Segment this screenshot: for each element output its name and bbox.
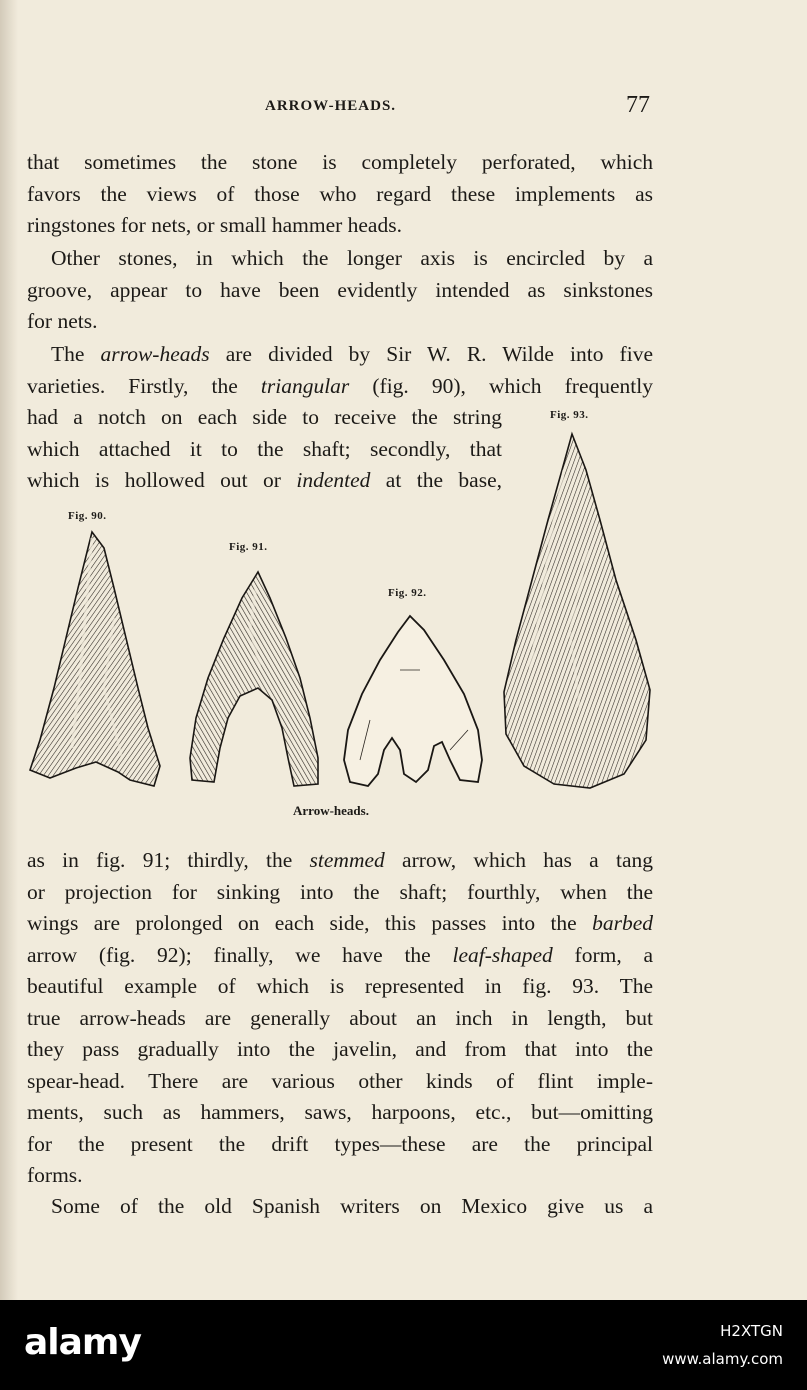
text-line: Other stones, in which the longer axis is encircled by a xyxy=(51,246,653,270)
text-line: ments, such as hammers, saws, harpoons, etc., but—omitting xyxy=(27,1100,653,1124)
text-line: wings are prolonged on each side, this passes into the barbed xyxy=(27,911,653,935)
text-line: Some of the old Spanish writers on Mexico give us a xyxy=(51,1194,653,1218)
emphasis-stemmed: stemmed xyxy=(309,848,385,872)
paragraph-1 xyxy=(27,147,653,242)
figure-92-barbed-arrowhead xyxy=(340,610,486,790)
text-line: forms. xyxy=(27,1163,83,1187)
text-line: which is hollowed out or indented at the base, xyxy=(27,468,502,492)
emphasis-arrow-heads: arrow-heads xyxy=(100,342,210,366)
figure-90-label: Fig. 90. xyxy=(68,510,107,522)
emphasis-barbed: barbed xyxy=(592,911,653,935)
emphasis-triangular: triangular xyxy=(260,373,350,398)
running-header xyxy=(0,92,807,122)
text-line: The arrow-heads are divided by Sir W. R. Wilde into five xyxy=(51,342,653,366)
text-line: for the present the drift types—these are the principal xyxy=(27,1131,653,1156)
text-line: they pass gradually into the javelin, and from that into the xyxy=(27,1037,653,1061)
text-line: varieties. Firstly, the triangular (fig. 90), which frequently xyxy=(27,373,653,398)
alamy-logo: alamy xyxy=(24,1322,141,1363)
paragraph-5 xyxy=(27,1191,653,1223)
text-line: that sometimes the stone is completely perforated, which xyxy=(27,150,653,174)
running-title: ARROW-HEADS. xyxy=(265,98,397,114)
figure-92-label: Fig. 92. xyxy=(388,587,427,599)
figure-caption: Arrow-heads. xyxy=(293,803,369,818)
watermark-footer xyxy=(0,1300,807,1390)
page-edge-shadow xyxy=(0,0,18,1300)
text-line: true arrow-heads are generally about an inch in length, but xyxy=(27,1005,653,1030)
text-line: for nets. xyxy=(27,309,98,333)
text-line: or projection for sinking into the shaft; fourthly, when the xyxy=(27,879,653,904)
text-line: favors the views of those who regard these implements as xyxy=(27,181,653,206)
emphasis-leaf-shaped: leaf-shaped xyxy=(452,942,553,967)
paragraph-2 xyxy=(27,243,653,338)
figure-93-leaf-shaped-arrowhead xyxy=(500,430,656,792)
text-line: ringstones for nets, or small hammer heads. xyxy=(27,213,402,237)
image-id: H2XTGN xyxy=(720,1322,783,1340)
text-line: groove, appear to have been evidently intended as sinkstones xyxy=(27,277,653,302)
text-line: which attached it to the shaft; secondly, that xyxy=(27,436,502,461)
paragraph-4 xyxy=(27,845,653,1192)
page-number: 77 xyxy=(626,92,650,118)
text-line: had a notch on each side to receive the string xyxy=(27,405,502,429)
figure-91-label: Fig. 91. xyxy=(229,541,268,553)
figure-93-label: Fig. 93. xyxy=(550,409,589,421)
text-line: beautiful example of which is represented in fig. 93. The xyxy=(27,974,653,998)
footer-url: www.alamy.com xyxy=(662,1350,783,1368)
text-line: spear-head. There are various other kinds of flint imple- xyxy=(27,1068,653,1093)
text-line: arrow (fig. 92); finally, we have the leaf-shaped form, a xyxy=(27,942,653,967)
figure-90-triangular-arrowhead xyxy=(26,528,166,790)
figure-91-indented-arrowhead xyxy=(186,568,326,790)
text-line: as in fig. 91; thirdly, the stemmed arrow, which has a tang xyxy=(27,848,653,872)
emphasis-indented: indented xyxy=(296,468,371,492)
